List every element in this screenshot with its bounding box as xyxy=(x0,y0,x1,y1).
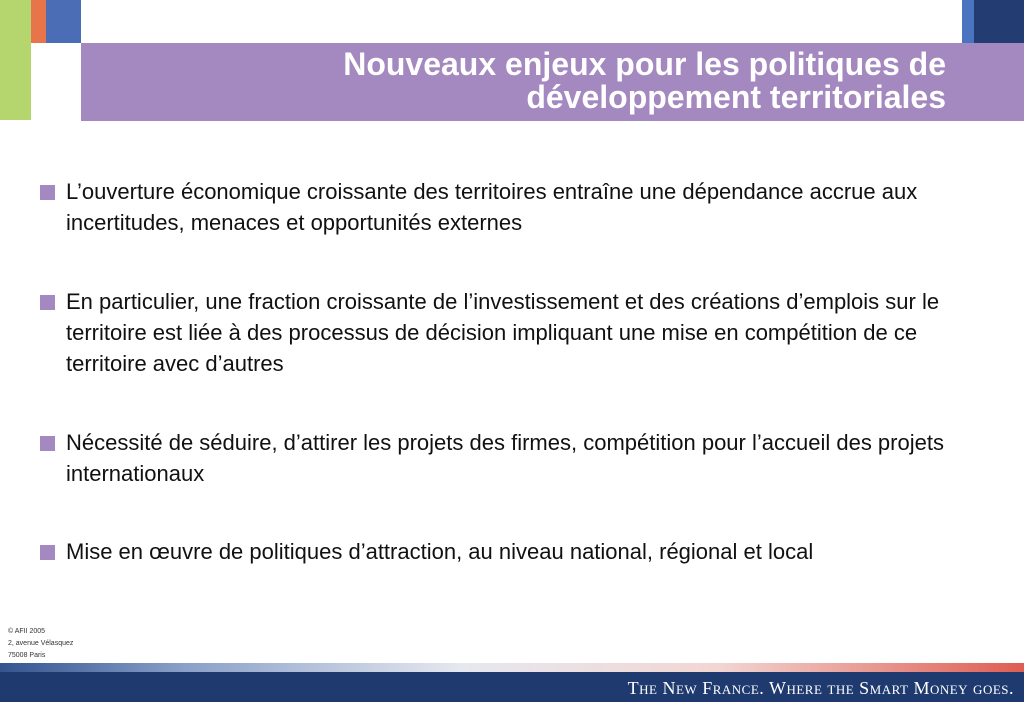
bullet-text: En particulier, une fraction croissante de l’investissement et des créations d’emplois sur le territoire est liée à des processus de décision impliquant une mise en compétition de ce territoire avec d’autres xyxy=(66,289,940,376)
bullet-square-icon xyxy=(40,185,55,200)
footer-bar xyxy=(0,672,1024,702)
footer-slogan: The New France. Where the Smart Money goes. xyxy=(627,678,1014,698)
bullet-text: Mise en œuvre de politiques d’attraction, au niveau national, régional et local xyxy=(66,539,814,564)
bullet-text: L’ouverture économique croissante des territoires entraîne une dépendance accrue aux incertitudes, menaces et opportunités externes xyxy=(66,179,918,235)
title-line-1: Nouveaux enjeux pour les politiques de xyxy=(343,46,946,82)
bullet-item xyxy=(40,427,990,489)
decor-navy-block-right xyxy=(974,0,1024,43)
bullet-square-icon xyxy=(40,545,55,560)
bullet-item xyxy=(40,536,990,567)
bullet-item xyxy=(40,176,990,238)
address-line-1: © AFII 2005 xyxy=(8,628,46,635)
decor-green-bar xyxy=(0,0,31,120)
title-banner xyxy=(81,43,1024,121)
footer-address xyxy=(8,626,73,662)
bullet-text: Nécessité de séduire, d’attirer les projets des firmes, compétition pour l’accueil des projets internationaux xyxy=(66,430,944,486)
decor-orange-block xyxy=(31,0,46,43)
decor-blue-block-left xyxy=(46,0,81,43)
address-line-2: 2, avenue Vélasquez xyxy=(8,640,74,647)
title-line-2: développement territoriales xyxy=(526,79,946,115)
bullet-square-icon xyxy=(40,295,55,310)
bullet-square-icon xyxy=(40,436,55,451)
bullet-item xyxy=(40,286,990,379)
footer-gradient-line xyxy=(0,663,1024,672)
decor-blue-block-right xyxy=(962,0,974,43)
address-line-3: 75008 Paris xyxy=(8,652,46,659)
page-title xyxy=(86,48,946,114)
